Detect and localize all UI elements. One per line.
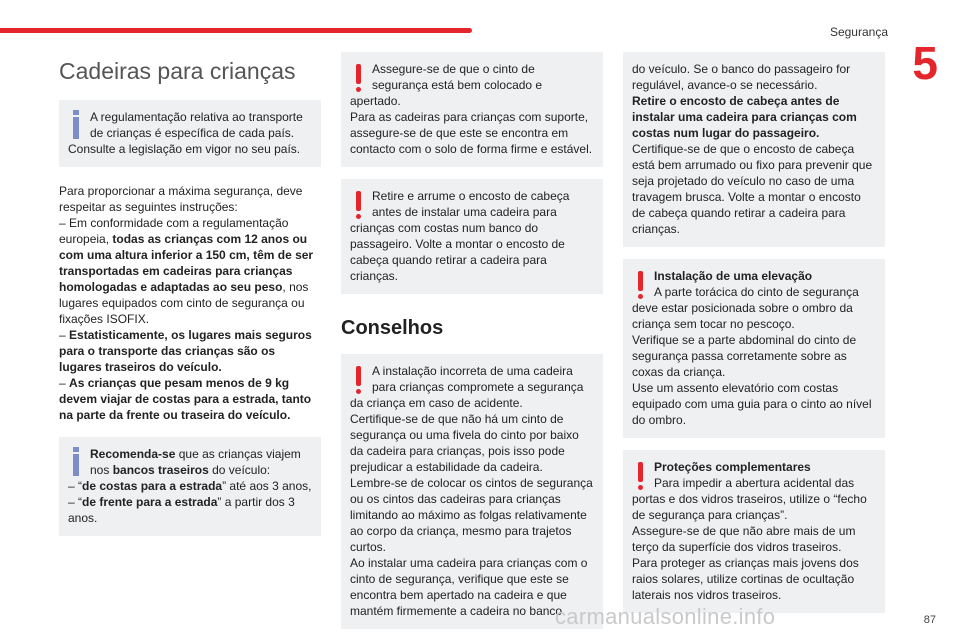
info-box-regulation: A regulamentação relativa ao transporte de crianças é específica de cada país. Consulte a legislação em vigor no seu país. bbox=[59, 100, 321, 167]
section-title: Segurança bbox=[829, 25, 888, 39]
column-3 bbox=[623, 52, 885, 625]
warning-box-booster: Instalação de uma elevação A parte torácica do cinto de segurança deve estar posicionada sobre o ombro da criança sem tocar no pescoço. Verifique se a parte abdominal do cinto de segurança passa corretamente sobre as coxas da criança. Use um assento elevatório com costas equipado com uma guia para o cinto ao nível do ombro. bbox=[623, 259, 885, 438]
chapter-number: 5 bbox=[912, 37, 938, 89]
info-box-recommendation: Recomenda-se que as crianças viajem nos bancos traseiros do veículo: – “de costas para a estrada” até aos 3 anos, – “de frente para a estrada” a partir dos 3 anos. bbox=[59, 437, 321, 536]
section-heading-conselhos: Conselhos bbox=[341, 317, 444, 339]
warning-box-headrest: Retire e arrume o encosto de cabeça antes de instalar uma cadeira para crianças com costas num banco do passageiro. Volte a montar o encosto de cabeça quando retirar a cadeira para crianças. bbox=[341, 179, 603, 294]
warning-box-belt: Assegure-se de que o cinto de segurança está bem colocado e apertado. Para as cadeiras para crianças com suporte, assegure-se de que este se encontra em contacto com o solo de forma firme e estável. bbox=[341, 52, 603, 167]
warning-icon bbox=[634, 269, 646, 299]
warning-icon bbox=[352, 364, 364, 394]
watermark: carmanualsonline.info bbox=[555, 604, 776, 629]
warning-box-installation: A instalação incorreta de uma cadeira para crianças compromete a segurança da criança em caso de acidente. Certifique-se de que não há um cinto de segurança ou uma fivela do cinto por baixo da cadeira para crianças, pois isso pode prejudicar a estabilidade da cadeira. Lembre-se de colocar os cintos de segurança ou os cintos das cadeiras para crianças limitando ao máximo as folgas relativamente ao corpo da criança, mesmo para trajetos curtos. Ao instalar uma cadeira para crianças com o cinto de segurança, verifique que este se encontra bem apertado na cadeira e que mantém firmemente a cadeira no banco bbox=[341, 354, 603, 629]
warning-icon bbox=[352, 62, 364, 92]
info-icon bbox=[70, 110, 82, 140]
page-number: 87 bbox=[923, 614, 936, 626]
warning-icon bbox=[352, 189, 364, 219]
page-title: Cadeiras para crianças bbox=[59, 58, 296, 84]
warning-box-protections: Proteções complementares Para impedir a abertura acidental das portas e dos vidros traseiros, utilize o “fecho de segurança para crianças”. Assegure-se de que não abre mais de um terço da superfície dos vidros traseiros. Para proteger as crianças mais jovens dos raios solares, utilize cortinas de ocultação laterais nos vidros traseiros. bbox=[623, 450, 885, 613]
warning-box-continued: do veículo. Se o banco do passageiro for regulável, avance-o se necessário. Retire o encosto de cabeça antes de instalar uma cadeira para crianças com costas num lugar do passageiro. Certifique-se de que o encosto de cabeça está bem arrumado ou fixo para prevenir que seja projetado do veículo no caso de uma travagem brusca. Volte a montar o encosto de cabeça quando retirar a cadeira para crianças. bbox=[623, 52, 885, 247]
column-1 bbox=[59, 52, 321, 548]
instructions-text: Para proporcionar a máxima segurança, deve respeitar as seguintes instruções: – Em conformidade com a regulamentação europeia, todas as crianças com 12 anos ou com uma altura inferior a 150 cm, têm de ser transportadas em cadeiras para crianças homologadas e adaptadas ao seu peso, nos lugares equipados com cinto de segurança ou fixações ISOFIX. – Estatisticamente, os lugares mais seguros para o transporte das crianças são os lugares traseiros do veículo. – As crianças que pesam menos de 9 kg devem viajar de costas para a estrada, tanto na parte da frente ou traseira do veículo. bbox=[59, 183, 314, 422]
warning-icon bbox=[634, 460, 646, 490]
header-accent-bar bbox=[0, 28, 472, 33]
info-icon bbox=[70, 447, 82, 477]
column-2 bbox=[341, 52, 603, 641]
